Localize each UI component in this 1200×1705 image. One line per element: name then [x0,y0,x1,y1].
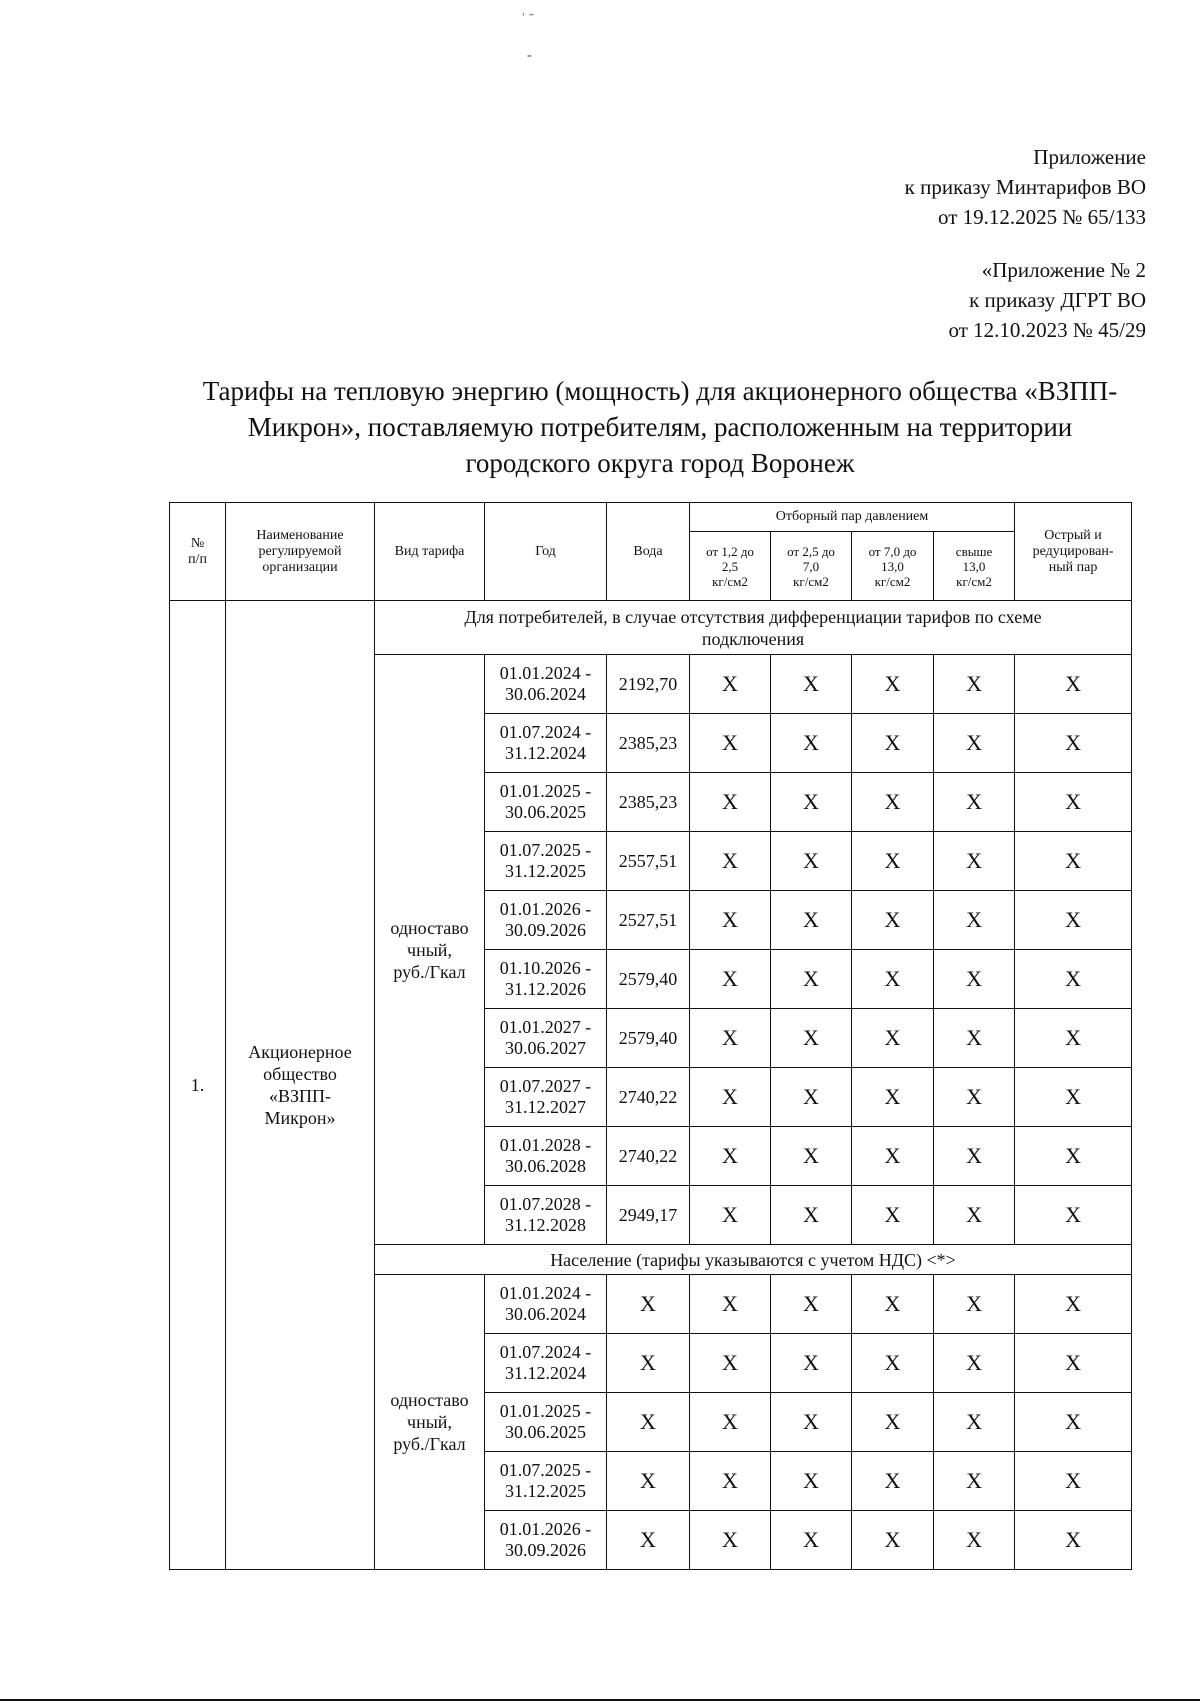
sharp-steam-value: X [1015,1334,1132,1393]
header-text: от 2,5 до [787,543,835,559]
water-value: X [607,1334,690,1393]
title-line: Микрон», поставляемую потребителям, расположенным на территории [247,412,1073,442]
period-cell [485,1334,607,1393]
header-text: кг/см2 [793,573,829,589]
tariff-type-line: руб./Гкал [393,961,466,982]
steam-value: X [771,1068,852,1127]
steam-value: X [690,891,771,950]
steam-value: X [934,655,1015,714]
header-tariff-type: Вид тарифа [375,503,485,601]
steam-value: X [771,655,852,714]
steam-value: X [852,832,934,891]
steam-value: X [690,832,771,891]
scan-speck: ʿ ˉ [521,12,534,27]
steam-value: X [934,1452,1015,1511]
period-cell [485,714,607,773]
steam-value: X [771,1393,852,1452]
sharp-steam-value: X [1015,1127,1132,1186]
steam-value: X [771,891,852,950]
period-line: 01.01.2024 - [499,663,592,683]
appendix-line: от 12.10.2023 № 45/29 [948,318,1146,342]
header-steam-1 [690,532,771,601]
appendix-line: «Приложение № 2 [981,258,1146,282]
sharp-steam-value: X [1015,655,1132,714]
section-title [375,601,1132,655]
header-text: от 7,0 до [868,543,917,559]
steam-value: X [690,655,771,714]
period-line: 30.09.2026 [505,920,586,940]
period-line: 31.12.2026 [505,979,586,999]
section-title-line: Население (тарифы указываются с учетом НДС) <*> [550,1249,956,1270]
period-cell [485,1009,607,1068]
sharp-steam-value: X [1015,1511,1132,1570]
period-line: 31.12.2024 [505,743,586,763]
water-value: 2385,23 [607,714,690,773]
steam-value: X [852,1068,934,1127]
period-line: 30.06.2028 [505,1156,586,1176]
tariff-type-line: руб./Гкал [393,1434,466,1454]
header-text: от 1,2 до [706,543,754,559]
steam-value: X [934,1511,1015,1570]
header-text: регулируемой [258,543,342,559]
period-cell [485,1275,607,1334]
appendix-line: Приложение [1033,145,1146,169]
period-cell [485,950,607,1009]
period-cell [485,891,607,950]
header-steam-4 [934,532,1015,601]
period-line: 01.07.2025 - [499,1460,592,1480]
steam-value: X [690,1186,771,1245]
steam-value: X [852,1009,934,1068]
steam-value: X [934,1009,1015,1068]
header-text: Наименование [256,527,344,543]
period-line: 31.12.2025 [505,1481,586,1501]
sharp-steam-value: X [1015,1275,1132,1334]
period-line: 30.06.2024 [505,684,586,704]
sharp-steam-value: X [1015,891,1132,950]
steam-value: X [934,1068,1015,1127]
steam-value: X [771,1009,852,1068]
header-text: п/п [188,551,207,567]
sharp-steam-value: X [1015,950,1132,1009]
steam-value: X [852,891,934,950]
header-text: кг/см2 [956,573,992,589]
header-text: 2,5 [721,558,739,574]
steam-value: X [690,1275,771,1334]
steam-value: X [690,1511,771,1570]
steam-value: X [771,1186,852,1245]
header-text: организации [262,559,338,575]
section-title-line: подключения [701,628,805,649]
title-line: городского округа город Воронеж [465,448,855,478]
steam-value: X [690,1334,771,1393]
period-line: 30.06.2025 [505,802,586,822]
steam-value: X [690,773,771,832]
header-text: кг/см2 [712,573,748,589]
water-value: 2579,40 [607,1009,690,1068]
steam-value: X [852,714,934,773]
steam-value: X [852,1452,934,1511]
period-line: 31.12.2028 [505,1215,586,1235]
section-title-line: Для потребителей, в случае отсутствия дифференциации тарифов по схеме [464,606,1042,627]
steam-value: X [852,1186,934,1245]
header-text: 7,0 [802,558,820,574]
organization-name [226,601,375,1570]
steam-value: X [852,1334,934,1393]
tariff-type [375,655,485,1245]
period-line: 01.07.2024 - [499,1342,592,1362]
water-value: X [607,1452,690,1511]
steam-value: X [852,950,934,1009]
header-text: 13,0 [962,558,986,574]
steam-value: X [690,1127,771,1186]
period-cell [485,1393,607,1452]
header-year: Год [485,503,607,601]
steam-value: X [934,773,1015,832]
water-value: 2192,70 [607,655,690,714]
sharp-steam-value: X [1015,773,1132,832]
title-line: Тарифы на тепловую энергию (мощность) для акционерного общества «ВЗПП- [202,376,1118,406]
tariff-type [375,1275,485,1570]
period-line: 01.07.2028 - [499,1194,592,1214]
period-cell [485,655,607,714]
section-title [375,1245,1132,1275]
steam-value: X [690,950,771,1009]
appendix-line: от 19.12.2025 № 65/133 [937,205,1146,229]
header-number [170,503,226,601]
period-line: 01.07.2027 - [499,1076,592,1096]
steam-value: X [771,1511,852,1570]
period-line: 01.01.2028 - [499,1135,592,1155]
period-line: 01.10.2026 - [499,958,592,978]
steam-value: X [934,832,1015,891]
header-steam-group: Отборный пар давлением [690,503,1015,532]
period-line: 31.12.2024 [505,1363,586,1383]
scan-speck: ‐ [527,48,532,63]
period-line: 30.06.2024 [505,1304,586,1324]
period-line: 31.12.2027 [505,1097,586,1117]
steam-value: X [852,773,934,832]
steam-value: X [690,1452,771,1511]
water-value: X [607,1511,690,1570]
period-line: 01.07.2024 - [499,722,592,742]
sharp-steam-value: X [1015,714,1132,773]
sharp-steam-value: X [1015,832,1132,891]
period-line: 31.12.2025 [505,861,586,881]
period-line: 30.06.2027 [505,1038,586,1058]
appendix-header [905,142,1146,232]
steam-value: X [934,714,1015,773]
header-text: № [190,535,205,551]
section-title-row [170,601,1132,655]
appendix-line: к приказу ДГРТ ВО [969,288,1146,312]
header-text: 13,0 [881,558,904,574]
tariff-table [169,502,1132,1570]
sharp-steam-value: X [1015,1452,1132,1511]
steam-value: X [934,1127,1015,1186]
header-text: редуцирован- [1032,543,1114,559]
period-cell [485,773,607,832]
sharp-steam-value: X [1015,1186,1132,1245]
period-cell [485,832,607,891]
steam-value: X [690,1393,771,1452]
appendix-line: к приказу Минтарифов ВО [904,175,1146,199]
steam-value: X [771,1452,852,1511]
period-line: 01.07.2025 - [499,840,592,860]
water-value: X [607,1275,690,1334]
page-bottom-rule [0,1699,1200,1701]
steam-value: X [852,1127,934,1186]
header-sharp-steam [1015,503,1132,601]
water-value: 2740,22 [607,1127,690,1186]
sharp-steam-value: X [1015,1009,1132,1068]
organization-line: «ВЗПП- [268,1086,331,1106]
tariff-type-line: одноставо [390,1390,469,1410]
steam-value: X [771,1275,852,1334]
sharp-steam-value: X [1015,1393,1132,1452]
document-title [160,373,1160,481]
steam-value: X [690,714,771,773]
water-value: 2557,51 [607,832,690,891]
water-value: 2949,17 [607,1186,690,1245]
steam-value: X [690,1009,771,1068]
steam-value: X [771,1127,852,1186]
steam-value: X [852,655,934,714]
water-value: 2527,51 [607,891,690,950]
period-cell [485,1452,607,1511]
period-line: 30.09.2026 [505,1540,586,1560]
sharp-steam-value: X [1015,1068,1132,1127]
steam-value: X [771,832,852,891]
steam-value: X [771,950,852,1009]
steam-value: X [934,1393,1015,1452]
row-number: 1. [170,601,226,1570]
period-line: 01.01.2027 - [499,1017,592,1037]
water-value: 2740,22 [607,1068,690,1127]
period-cell [485,1127,607,1186]
period-line: 01.01.2024 - [499,1283,592,1303]
period-line: 01.01.2026 - [499,1519,592,1539]
header-steam-2 [771,532,852,601]
header-text: ный пар [1048,559,1098,575]
header-water: Вода [607,503,690,601]
steam-value: X [934,891,1015,950]
steam-value: X [690,1068,771,1127]
steam-value: X [852,1393,934,1452]
header-text: Острый и [1044,527,1102,543]
steam-value: X [934,1186,1015,1245]
period-line: 01.01.2026 - [499,899,592,919]
period-line: 30.06.2025 [505,1422,586,1442]
period-cell [485,1186,607,1245]
organization-line: Акционерное [248,1042,352,1062]
water-value: X [607,1393,690,1452]
steam-value: X [771,714,852,773]
steam-value: X [852,1275,934,1334]
organization-line: общество [263,1064,337,1084]
tariff-type-line: чный, [407,1412,452,1432]
steam-value: X [771,1334,852,1393]
tariff-type-line: чный, [407,939,452,960]
period-cell [485,1511,607,1570]
steam-value: X [934,1334,1015,1393]
header-organization [226,503,375,601]
period-line: 01.01.2025 - [499,1401,592,1421]
header-text: кг/см2 [874,573,911,589]
steam-value: X [771,773,852,832]
quoted-appendix-header [948,255,1146,345]
tariff-type-line: одноставо [390,917,469,938]
steam-value: X [852,1511,934,1570]
water-value: 2385,23 [607,773,690,832]
steam-value: X [934,950,1015,1009]
period-line: 01.01.2025 - [499,781,592,801]
organization-line: Микрон» [264,1108,336,1128]
period-cell [485,1068,607,1127]
steam-value: X [934,1275,1015,1334]
header-steam-3 [852,532,934,601]
water-value: 2579,40 [607,950,690,1009]
header-text: свыше [955,543,993,559]
